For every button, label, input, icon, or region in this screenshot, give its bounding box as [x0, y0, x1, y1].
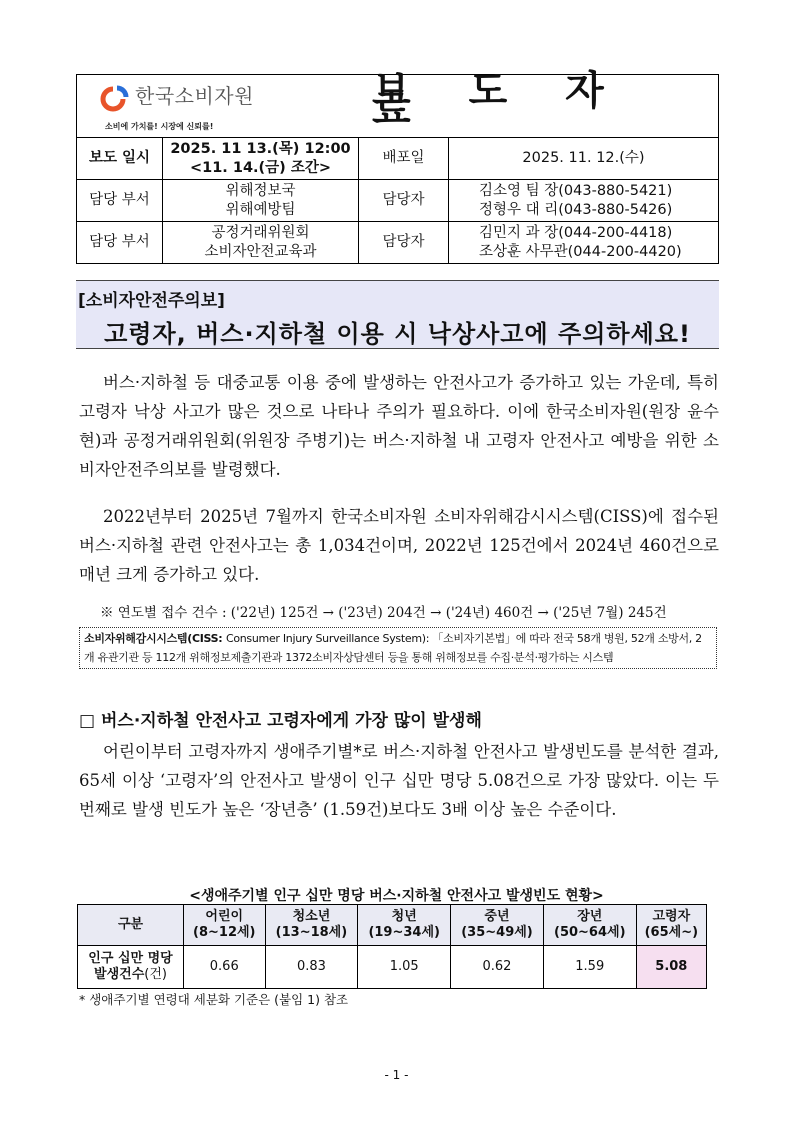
release-datetime: [163, 138, 359, 180]
table-header-row: [78, 905, 707, 946]
dist-label: 배포일: [359, 138, 449, 180]
table-row: [78, 946, 707, 989]
press-header-table: [76, 68, 719, 264]
org-name: 한국소비자원: [135, 84, 254, 108]
row-label-line2: 발생건수: [94, 967, 145, 982]
paragraph-intro: 버스·지하철 등 대중교통 이용 중에 발생하는 안전사고가 증가하고 있는 가운데, 특히 고령자 낙상 사고가 많은 것으로 나타나 주의가 필요하다. 이에 한국소비자원(원장 윤수현)과 공정거래위원회(위원장 주병기)는 버스·지하철 내 고령자 안전사고 예방을 위한 소비자안전주의보를 발령했다.: [79, 373, 719, 479]
contact-person: 김소영 팀 장(043-880-5421): [479, 182, 673, 199]
age-range: (13~18세): [275, 925, 348, 940]
contact-persons: [449, 222, 719, 264]
ciss-definition-box: [79, 627, 717, 669]
footnote: * 생애주기별 연령대 세분화 기준은 (붙임 1) 참조: [79, 992, 349, 1007]
age-group-name: 청년: [391, 909, 417, 924]
section-heading: □ 버스·지하철 안전사고 고령자에게 가장 많이 발생해: [79, 711, 482, 731]
kca-logo-icon: [99, 84, 129, 114]
age-group-name: 어린이: [205, 909, 244, 924]
age-range: (35~49세): [461, 925, 533, 940]
contact-label: 담당자: [359, 180, 449, 222]
column-header: [265, 905, 358, 946]
dept-name: [163, 180, 359, 222]
table-caption: <생애주기별 인구 십만 명당 버스·지하철 안전사고 발생빈도 현황>: [189, 888, 604, 904]
table-cell: 0.66: [184, 946, 266, 989]
dept-line2: 소비자안전교육과: [204, 243, 317, 260]
row-label: [78, 946, 184, 989]
paragraph-analysis: 어린이부터 고령자까지 생애주기별*로 버스·지하철 안전사고 발생빈도를 분석한 결과, 65세 이상 ‘고령자’의 안전사고 발생이 인구 십만 명당 5.08건으로 가장 많았다. 이는 두 번째로 발생 빈도가 높은 ‘장년층’ (1.59건)보다도 3배 이상 높은 수준이다.: [79, 742, 719, 819]
column-header: [543, 905, 636, 946]
table-cell-highlight: 5.08: [636, 946, 706, 989]
org-slogan: 소비에 가치를! 시장에 신뢰를!: [105, 122, 214, 131]
table-cell: 1.59: [543, 946, 636, 989]
table-cell: 0.83: [265, 946, 358, 989]
row-label-line1: 인구 십만 명당: [88, 951, 173, 966]
column-header: [451, 905, 544, 946]
table-corner-cell: 구분: [78, 905, 184, 946]
column-header: [358, 905, 451, 946]
release-label: 보도 일시: [77, 138, 163, 180]
press-release-title: 보 도 자 료: [372, 68, 626, 133]
dept-line1: 위해정보국: [225, 182, 296, 199]
headline: 고령자, 버스·지하철 이용 시 낙상사고에 주의하세요!: [104, 320, 691, 348]
dept-label: 담당 부서: [77, 222, 163, 264]
age-group-name: 고령자: [652, 909, 691, 924]
table-cell: 0.62: [451, 946, 544, 989]
release-line2: <11. 14.(금) 조간>: [189, 159, 332, 176]
age-range: (50~64세): [554, 925, 626, 940]
header-banner-cell: [77, 68, 719, 138]
age-group-name: 중년: [484, 909, 510, 924]
contact-person: 김민지 과 장(044-200-4418): [479, 224, 673, 241]
release-line1: 2025. 11 13.(목) 12:00: [170, 140, 351, 157]
contact-person: 조상훈 사무관(044-200-4420): [479, 243, 682, 260]
dept-line1: 공정거래위원회: [211, 224, 310, 241]
column-header: [184, 905, 266, 946]
table-cell: 1.05: [358, 946, 451, 989]
dept-line2: 위해예방팀: [225, 201, 296, 218]
dept-label: 담당 부서: [77, 180, 163, 222]
paragraph-stats: 2022년부터 2025년 7월까지 한국소비자원 소비자위해감시시스템(CISS)에 접수된 버스·지하철 관련 안전사고는 총 1,034건이며, 2022년 125건에서 2024년 460건으로 매년 크게 증가하고 있다.: [79, 507, 719, 584]
contact-persons: [449, 180, 719, 222]
age-group-name: 청소년: [292, 909, 331, 924]
advisory-tag: [소비자안전주의보]: [78, 291, 225, 311]
column-header: [636, 905, 706, 946]
age-group-name: 장년: [577, 909, 603, 924]
ciss-description: Consumer Injury Surveillance System): 「소비자기본법」에 따라 전국 58개 병원, 52개 소방서, 2개 유관기관 등 112개 위해정보제출기관과 1372소비자상담센터 등을 통해 위해정보를 수집·분석·평가하는 시스템: [84, 632, 702, 664]
age-range: (65세~): [644, 925, 699, 940]
dist-date: 2025. 11. 12.(수): [449, 138, 719, 180]
ciss-term: 소비자위해감시시스템(CISS:: [84, 632, 226, 645]
incidence-table: [77, 904, 707, 989]
contact-label: 담당자: [359, 222, 449, 264]
dept-name: [163, 222, 359, 264]
age-range: (8~12세): [193, 925, 256, 940]
yearly-count-note: ※ 연도별 접수 건수 : ('22년) 125건 → ('23년) 204건 → ('24년) 460건 → ('25년 7월) 245건: [100, 605, 667, 621]
row-unit: (건): [144, 967, 167, 982]
age-range: (19~34세): [368, 925, 440, 940]
advisory-banner: [76, 280, 719, 349]
contact-person: 정형우 대 리(043-880-5426): [479, 201, 673, 218]
page-number: - 1 -: [384, 1068, 409, 1082]
